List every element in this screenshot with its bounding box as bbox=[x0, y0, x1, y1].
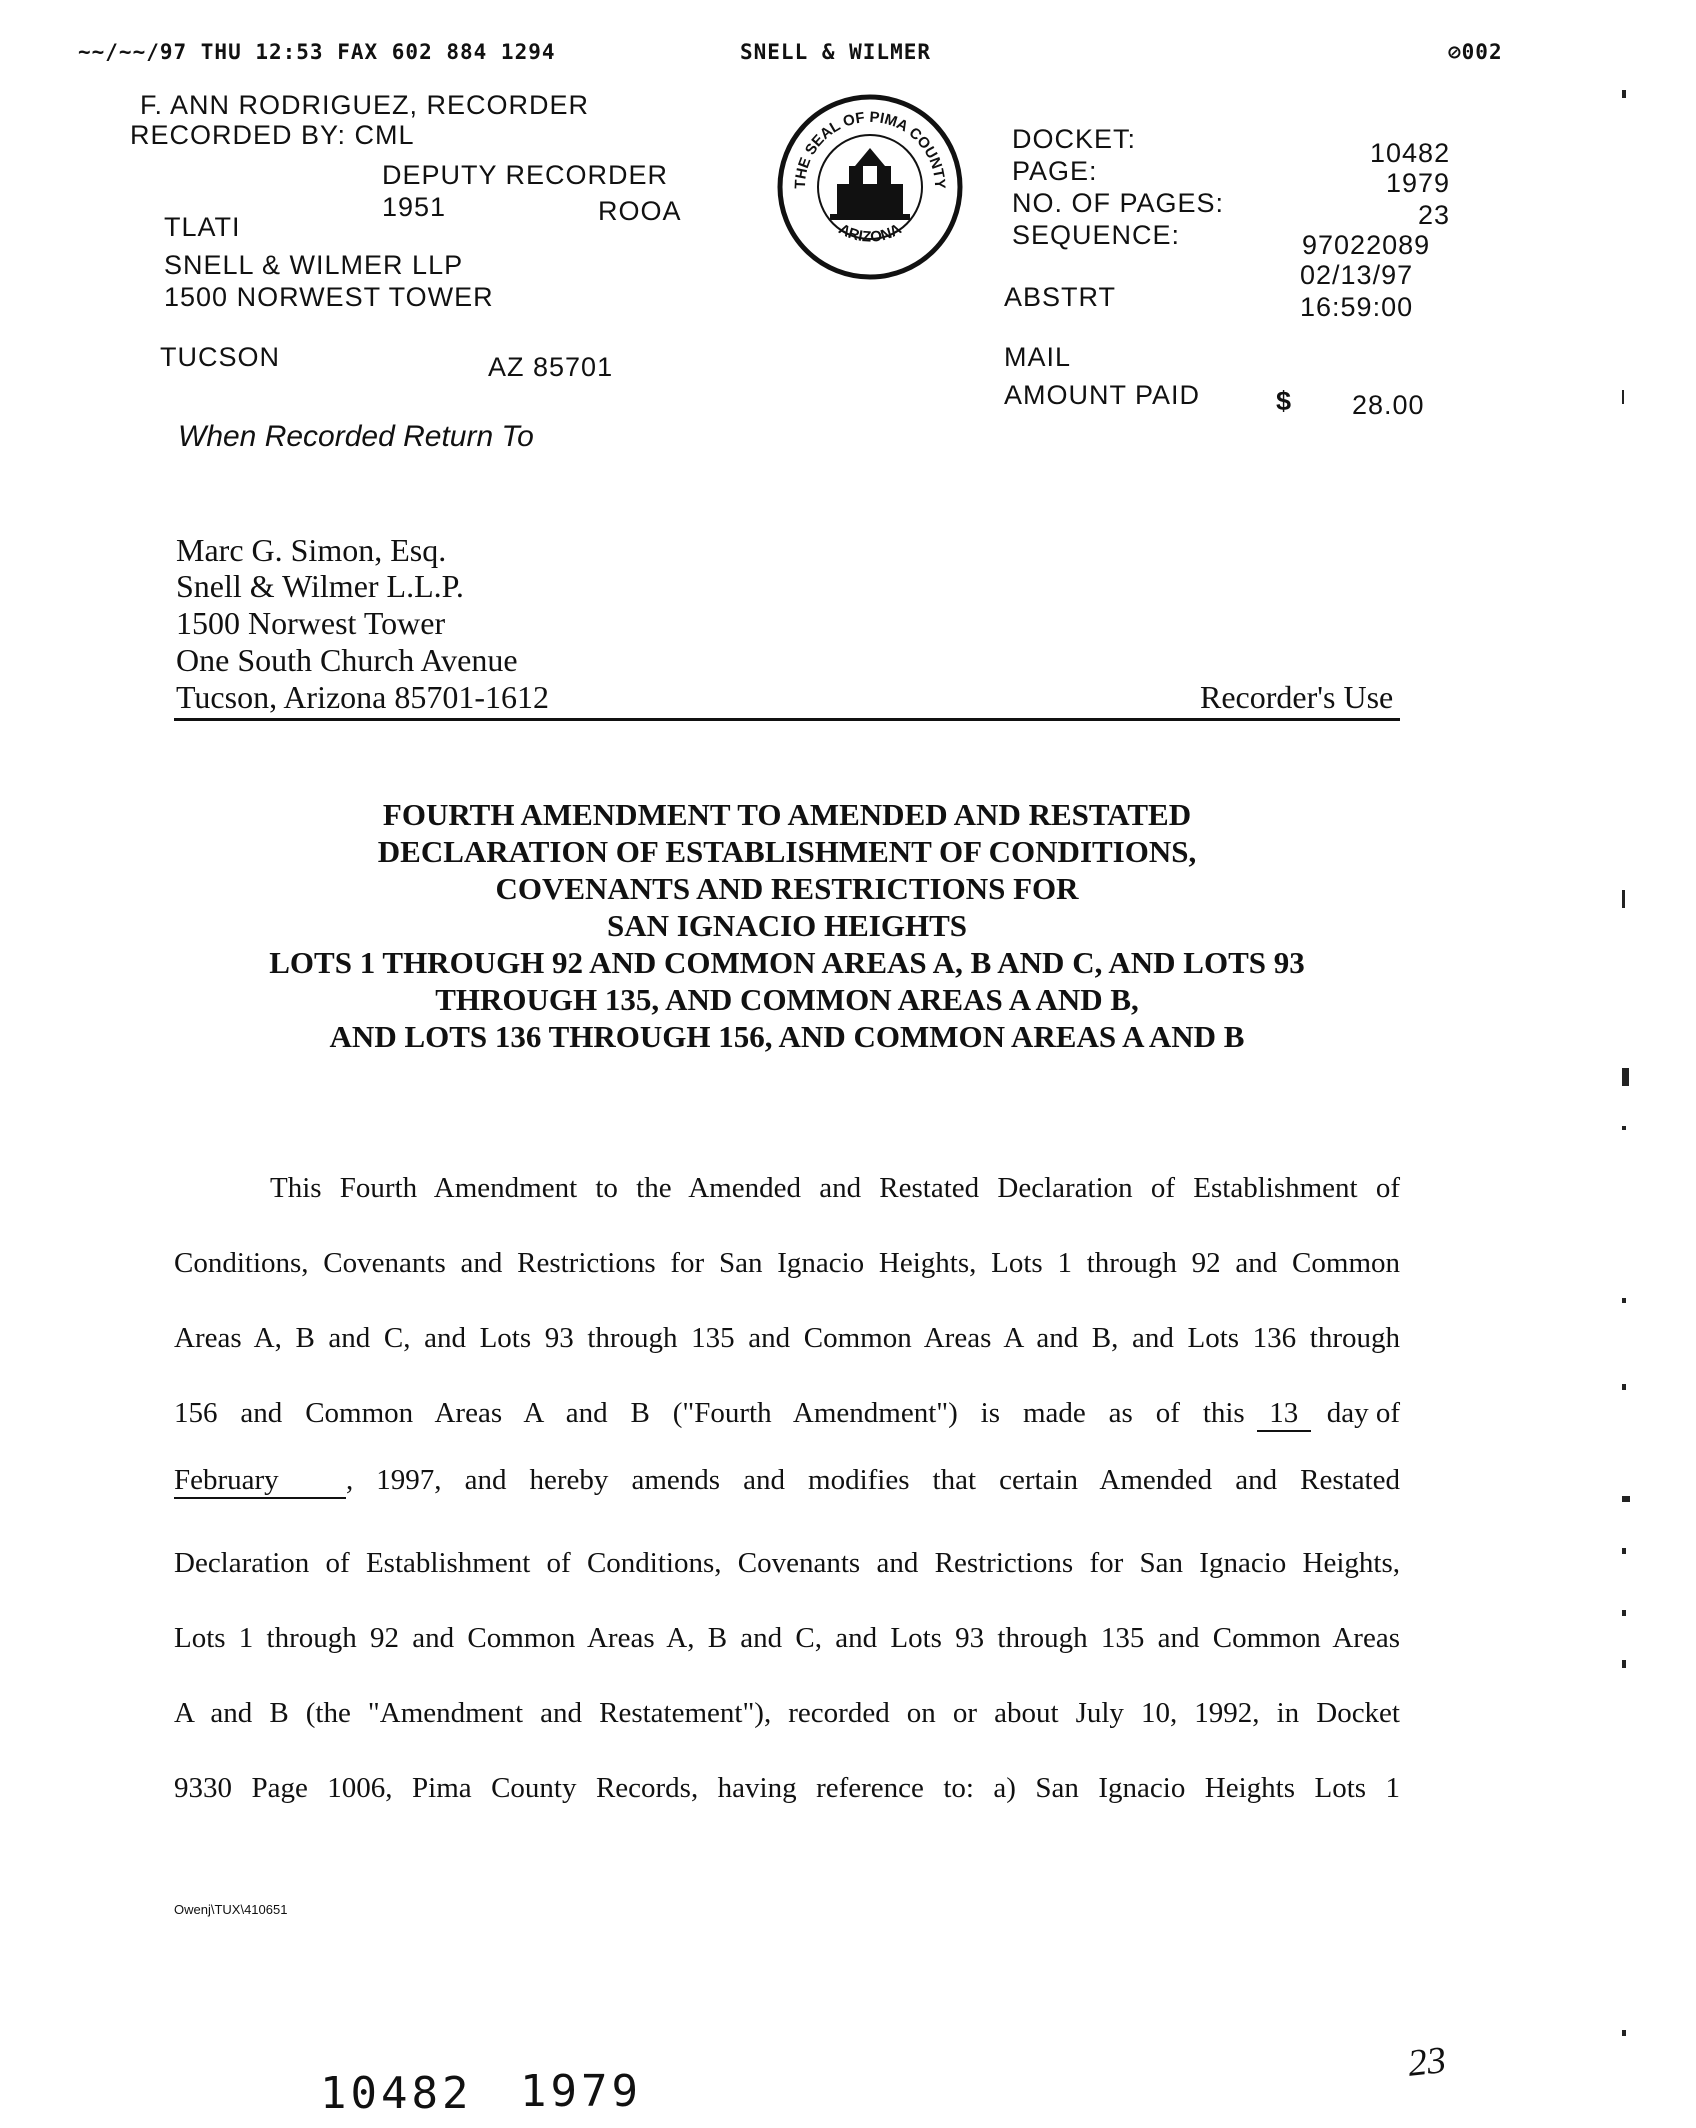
handwritten-page-number: 23 bbox=[1405, 2039, 1449, 2085]
recorder-state-zip: AZ 85701 bbox=[488, 352, 614, 382]
return-to-line: Snell & Wilmer L.L.P. bbox=[176, 568, 464, 604]
scan-mark bbox=[1622, 390, 1624, 404]
fax-page-mark: ⊘002 bbox=[1448, 40, 1503, 64]
scan-mark bbox=[1622, 1384, 1626, 1390]
amount-currency: $ bbox=[1276, 386, 1293, 416]
body-line-text: , 1997, and hereby amends and modifies that certain Amended and Restated bbox=[346, 1464, 1400, 1496]
day-blank: 13 bbox=[1257, 1397, 1311, 1432]
body-line-month bbox=[174, 1464, 1400, 1499]
scan-mark bbox=[1622, 1548, 1626, 1554]
body-line: This Fourth Amendment to the Amended and Restated Declaration of Establishment of bbox=[270, 1172, 1400, 1204]
title-line: DECLARATION OF ESTABLISHMENT OF CONDITIONS, bbox=[377, 834, 1197, 869]
page-stamp: 1979 bbox=[520, 2066, 642, 2117]
title-line: SAN IGNACIO HEIGHTS bbox=[606, 908, 968, 943]
deputy-recorder: DEPUTY RECORDER bbox=[382, 160, 669, 190]
body-line: 9330 Page 1006, Pima County Records, having reference to: a) San Ignacio Heights Lots 1 bbox=[174, 1772, 1400, 1804]
body-line: Lots 1 through 92 and Common Areas A, B and C, and Lots 93 through 135 and Common Areas bbox=[174, 1622, 1400, 1654]
body-line: Declaration of Establishment of Conditions, Covenants and Restrictions for San Ignacio Heights, bbox=[174, 1547, 1400, 1579]
title-line: AND LOTS 136 THROUGH 156, AND COMMON AREAS A AND B bbox=[329, 1019, 1245, 1054]
docket-label: DOCKET: bbox=[1012, 124, 1137, 154]
return-to-line: 1500 Norwest Tower bbox=[176, 605, 446, 641]
scan-mark bbox=[1622, 890, 1625, 908]
fax-datetime: ~~/~~/97 THU 12:53 FAX 602 884 1294 bbox=[78, 40, 556, 64]
seal-top-text: THE SEAL OF PIMA COUNTY bbox=[791, 108, 949, 190]
scan-mark bbox=[1622, 1126, 1626, 1130]
body-line-date bbox=[174, 1397, 1400, 1432]
title-line: THROUGH 135, AND COMMON AREAS A AND B, bbox=[435, 982, 1139, 1017]
scan-mark bbox=[1622, 1496, 1630, 1502]
recorders-use-label: Recorder's Use bbox=[1200, 679, 1394, 715]
return-to-heading: When Recorded Return To bbox=[178, 420, 534, 453]
pages-label: NO. OF PAGES: bbox=[1012, 188, 1225, 218]
fax-page-icon: ⊘ bbox=[1448, 40, 1462, 64]
return-to-line: Marc G. Simon, Esq. bbox=[176, 532, 447, 568]
abstrt-label: ABSTRT bbox=[1004, 282, 1117, 312]
recorder-code-rooa: ROOA bbox=[598, 196, 682, 226]
header-divider bbox=[174, 718, 1400, 721]
document-reference: Owenj\TUX\410651 bbox=[174, 1902, 288, 1917]
recorded-date: 02/13/97 bbox=[1300, 260, 1414, 290]
fax-sender: SNELL & WILMER bbox=[740, 40, 932, 64]
recorder-firm: SNELL & WILMER LLP bbox=[164, 250, 464, 280]
sequence-label: SEQUENCE: bbox=[1012, 220, 1181, 250]
scan-mark bbox=[1622, 1068, 1629, 1086]
scan-mark bbox=[1622, 90, 1626, 98]
page-label: PAGE: bbox=[1012, 156, 1098, 186]
body-line: Areas A, B and C, and Lots 93 through 135 and Common Areas A and B, and Lots 136 through bbox=[174, 1322, 1400, 1354]
recorded-time: 16:59:00 bbox=[1300, 292, 1414, 322]
month-blank: February bbox=[174, 1464, 346, 1499]
amount-paid-label: AMOUNT PAID bbox=[1004, 380, 1201, 410]
recorder-city: TUCSON bbox=[160, 342, 280, 372]
recorder-code-1951: 1951 bbox=[382, 192, 447, 222]
return-to-line: Tucson, Arizona 85701-1612 bbox=[176, 679, 550, 715]
recorder-name: F. ANN RODRIGUEZ, RECORDER bbox=[140, 90, 590, 120]
scan-mark bbox=[1622, 1298, 1626, 1303]
recorder-tlati: TLATI bbox=[164, 212, 241, 242]
body-line: Conditions, Covenants and Restrictions for San Ignacio Heights, Lots 1 through 92 and Common bbox=[174, 1247, 1400, 1279]
scan-mark bbox=[1622, 1660, 1626, 1668]
title-line: COVENANTS AND RESTRICTIONS FOR bbox=[495, 871, 1079, 906]
body-line-text: 156 and Common Areas A and B ("Fourth Amendment") is made as of this bbox=[174, 1397, 1245, 1429]
page-value: 1979 bbox=[1386, 168, 1451, 198]
body-line: A and B (the "Amendment and Restatement"), recorded on or about July 10, 1992, in Docket bbox=[174, 1697, 1400, 1729]
recorded-by: RECORDED BY: CML bbox=[130, 120, 415, 150]
docket-value: 10482 bbox=[1370, 138, 1451, 168]
body-line-text: day of bbox=[1326, 1397, 1400, 1429]
docket-stamp: 10482 bbox=[320, 2068, 473, 2119]
document-title bbox=[174, 796, 1400, 1055]
seal-bottom-text: ARIZONA bbox=[835, 220, 905, 246]
mail-label: MAIL bbox=[1004, 342, 1072, 372]
title-line: LOTS 1 THROUGH 92 AND COMMON AREAS A, B AND C, AND LOTS 93 bbox=[269, 945, 1305, 980]
amount-paid-value: 28.00 bbox=[1352, 390, 1425, 420]
seal-building-icon bbox=[830, 148, 910, 220]
title-line: FOURTH AMENDMENT TO AMENDED AND RESTATED bbox=[382, 797, 1192, 832]
return-to-line: One South Church Avenue bbox=[176, 642, 518, 678]
pages-value: 23 bbox=[1418, 200, 1451, 230]
recorder-street: 1500 NORWEST TOWER bbox=[164, 282, 494, 312]
scan-mark bbox=[1622, 2030, 1626, 2036]
pima-county-seal bbox=[775, 92, 965, 282]
sequence-value: 97022089 bbox=[1302, 230, 1431, 260]
scan-mark bbox=[1622, 1610, 1626, 1616]
